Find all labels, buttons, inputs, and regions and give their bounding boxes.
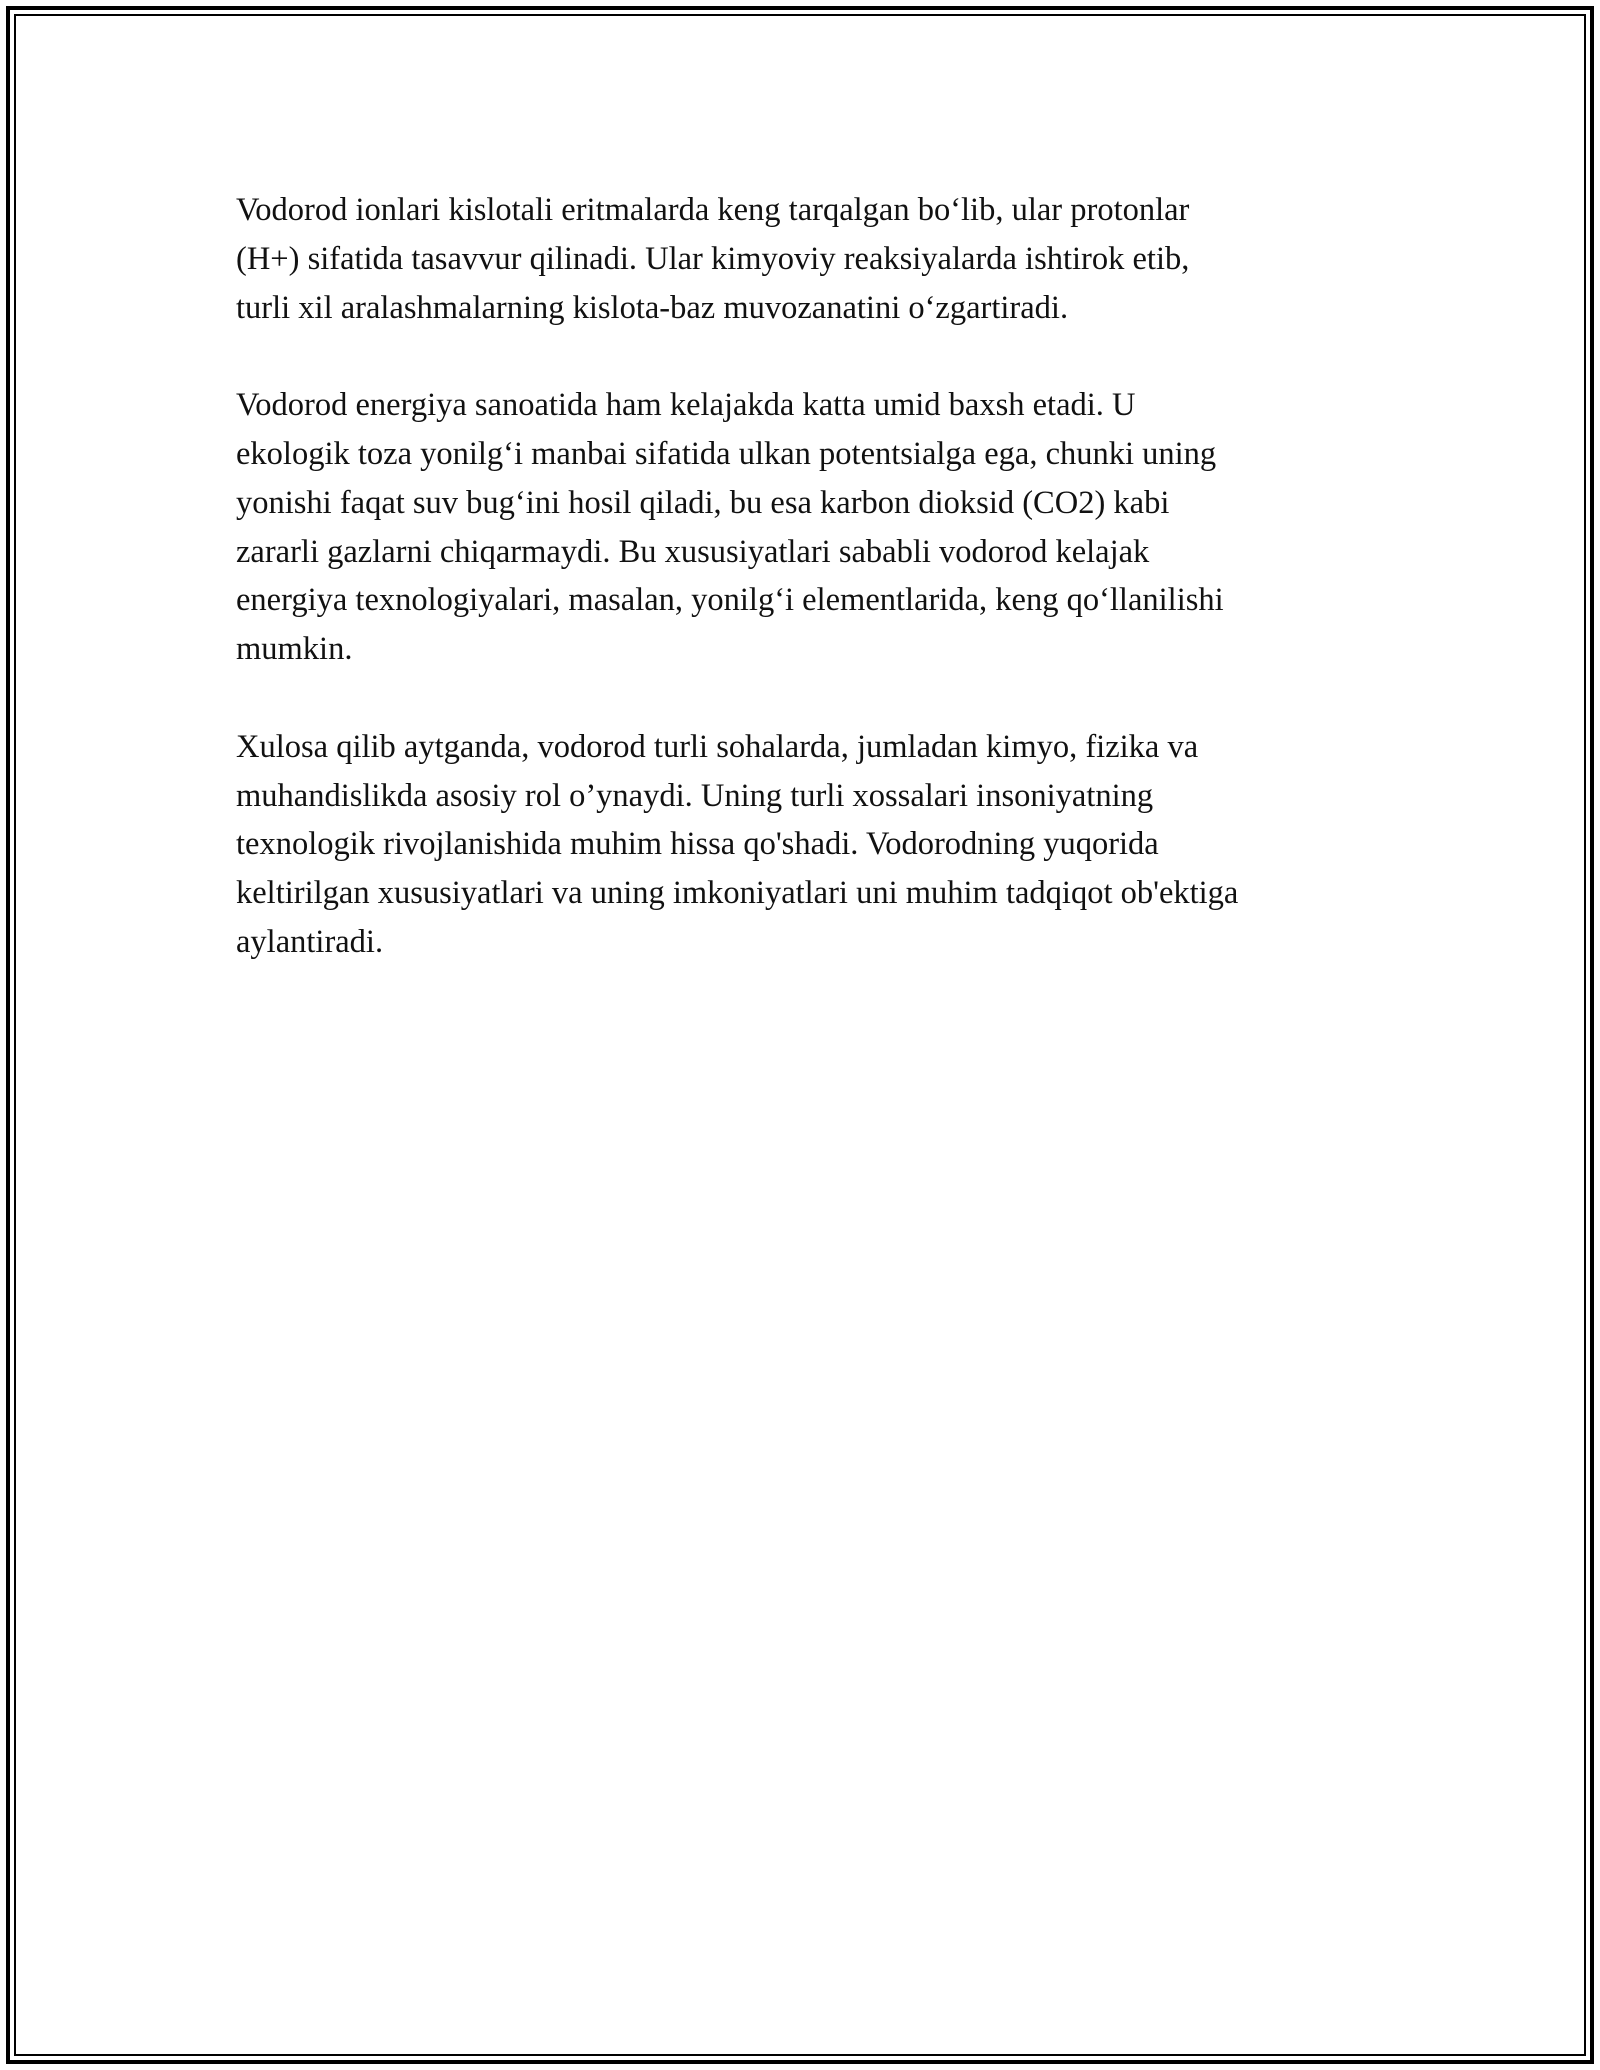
text-line: (H+) sifatida tasavvur qilinadi. Ular kimyoviy reaksiyalarda ishtirok etib, [236, 240, 1190, 277]
text-line: Vodorod energiya sanoatida ham kelajakda katta umid baxsh etadi. U [236, 387, 1136, 424]
text-line: Vodorod ionlari kislotali eritmalarda keng tarqalgan bo‘lib, ular protonlar [236, 192, 1190, 228]
text-line: aylantiradi. [236, 923, 384, 960]
text-line: turli xil aralashmalarning kislota-baz muvozanatini o‘zgartiradi. [236, 289, 1069, 326]
text-line: keltirilgan xususiyatlari va uning imkoniyatlari uni muhim tadqiqot ob'ektiga [236, 875, 1239, 912]
document-body [236, 186, 1386, 1016]
text-line: energiya texnologiyalari, masalan, yonilg‘i elementlarida, keng qo‘llanilishi [236, 582, 1224, 619]
paragraph-hydrogen-energy [236, 381, 1386, 674]
text-line: texnologik rivojlanishida muhim hissa qo'shadi. Vodorodning yuqorida [236, 826, 1159, 863]
text-line: Xulosa qilib aytganda, vodorod turli sohalarda, jumladan kimyo, fizika va [236, 728, 1199, 765]
text-line: zararli gazlarni chiqarmaydi. Bu xususiyatlari sababli vodorod kelajak [236, 533, 1150, 570]
paragraph-conclusion [236, 723, 1386, 967]
text-line: muhandislikda asosiy rol o’ynaydi. Uning turli xossalari insoniyatning [236, 777, 1154, 814]
text-line: ekologik toza yonilg‘i manbai sifatida ulkan potentsialga ega, chunki uning [236, 435, 1217, 472]
paragraph-hydrogen-ions [236, 186, 1386, 332]
text-line: yonishi faqat suv bug‘ini hosil qiladi, bu esa karbon dioksid (CO2) kabi [236, 484, 1170, 521]
text-line: mumkin. [236, 631, 353, 668]
